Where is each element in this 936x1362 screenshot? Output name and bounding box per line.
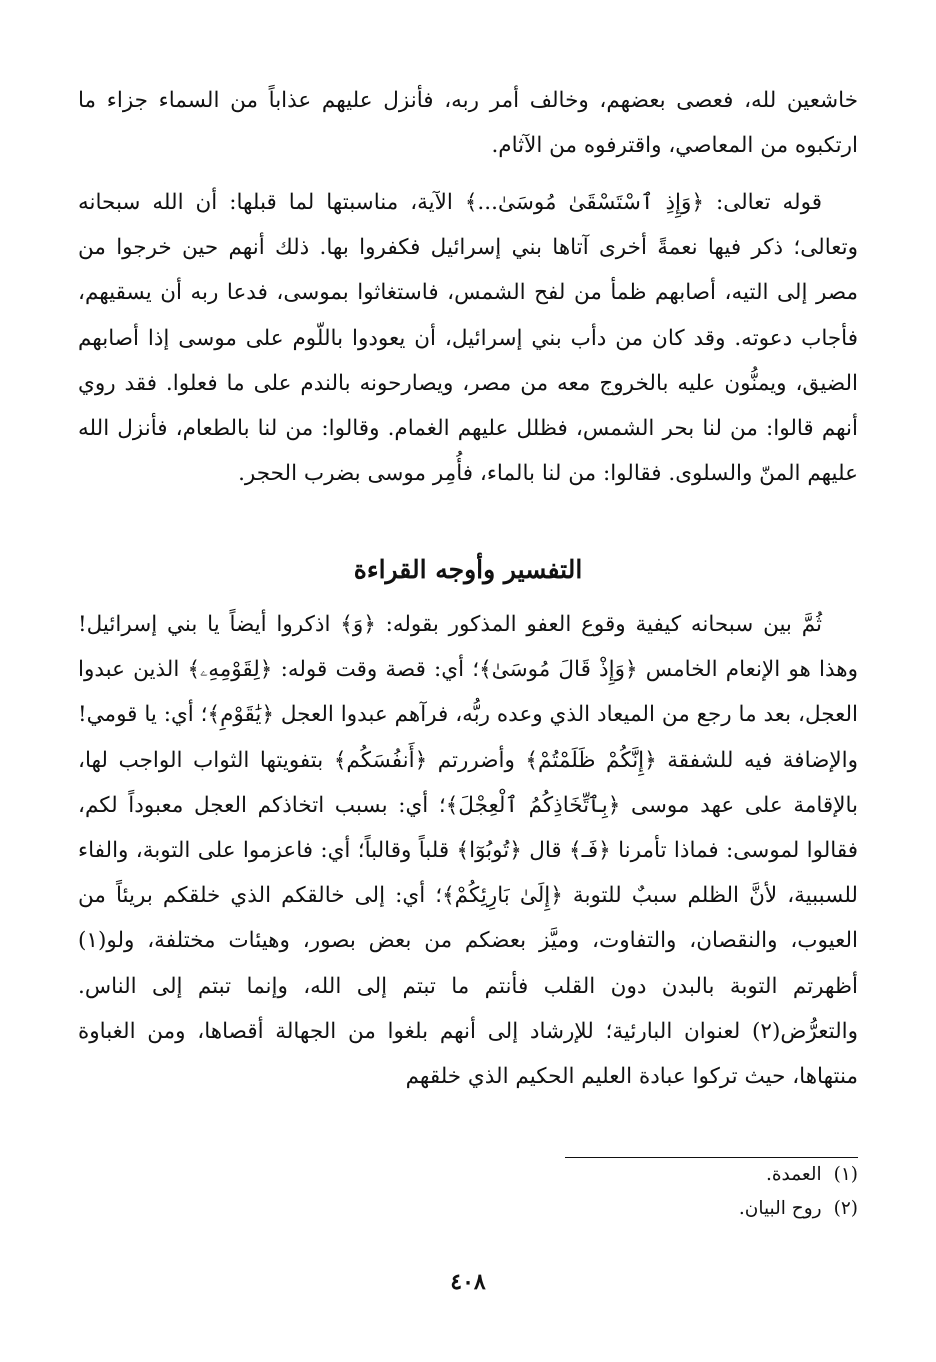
section-heading: التفسير وأوجه القراءة xyxy=(353,555,583,584)
footnote-number: (١) xyxy=(833,1164,858,1185)
footnote xyxy=(78,1194,858,1224)
footnote xyxy=(78,1160,858,1190)
footnote-text: روح البيان. xyxy=(738,1198,822,1219)
footnote-divider xyxy=(565,1157,858,1158)
paragraph-context: قوله تعالى: ﴿وَإِذِ ٱسْتَسْقَىٰ مُوسَىٰ...﴾ الآية، مناسبتها لما قبلها: أن الله سبحانه وتعالى؛ ذكر فيها نعمةً أخرى آتاها بني إسرائيل فكفروا بها. ذلك أنهم حين خرجوا من مصر إلى التيه، أصابهم ظمأ من لفح الشمس، فاستغاثوا بموسى، فدعا ربه أن يسقيهم، فأجاب دعوته. وقد كان من دأب بني إسرائيل، أن يعودوا باللّوم على موسى إذا أصابهم الضيق، ويمنُّون عليه بالخروج معه من مصر، ويصارحونه بالندم على ما فعلوا. فقد روي أنهم قالوا: من لنا بحر الشمس، فظلل عليهم الغمام. وقالوا: من لنا بالطعام، فأنزل الله عليهم المنّ والسلوى. فقالوا: من لنا بالماء، فأُمِر موسى بضرب الحجر. xyxy=(78,190,858,487)
footnote-number: (٢) xyxy=(833,1198,858,1219)
footnote-text: العمدة. xyxy=(765,1164,822,1185)
page-number: ٤٠٨ xyxy=(450,1269,486,1295)
paragraph-tafsir: ثُمَّ بين سبحانه كيفية وقوع العفو المذكور بقوله: ﴿وَ﴾ اذكروا أيضاً يا بني إسرائيل! وهذا هو الإنعام الخامس ﴿وَإِذْ قَالَ مُوسَىٰ﴾؛ أي: قصة وقت قوله: ﴿لِقَوْمِهِۦ﴾ الذين عبدوا العجل، بعد ما رجع من الميعاد الذي وعده ربُّه، فرآهم عبدوا العجل ﴿يَٰقَوْمِ﴾؛ أي: يا قومي! والإضافة فيه للشفقة ﴿إِنَّكُمْ ظَلَمْتُمْ﴾ وأضررتم ﴿أَنفُسَكُم﴾ بتفويتها الثواب الواجب لها، بالإقامة على عهد موسى ﴿بِٱتِّخَاذِكُمُ ٱلْعِجْلَ﴾؛ أي: بسبب اتخاذكم العجل معبوداً لكم، فقالوا لموسى: فماذا تأمرنا ﴿فَـ﴾ قال ﴿تُوبُوٓا﴾ قلباً وقالباً؛ أي: فاعزموا على التوبة، والفاء للسببية، لأنَّ الظلم سببٌ للتوبة ﴿إِلَىٰ بَارِئِكُمْ﴾؛ أي: إلى خالقكم الذي خلقكم بريئاً من العيوب، والنقصان، والتفاوت، وميَّز بعضكم من بعض بصور، وهيئات مختلفة، ولو(١) أظهرتم التوبة بالبدن دون القلب فأنتم ما تبتم إلى الله، وإنما تبتم إلى الناس. والتعرُّض(٢) لعنوان البارئية؛ للإرشاد إلى أنهم بلغوا من الجهالة أقصاها، ومن الغباوة منتهاها، حيث تركوا عبادة العليم الحكيم الذي خلقهم xyxy=(78,612,858,1090)
paragraph-continued: خاشعين لله، فعصى بعضهم، وخالف أمر ربه، فأنزل عليهم عذاباً من السماء جزاء ما ارتكبوه من المعاصي، واقترفوه من الآثام. xyxy=(78,88,858,159)
